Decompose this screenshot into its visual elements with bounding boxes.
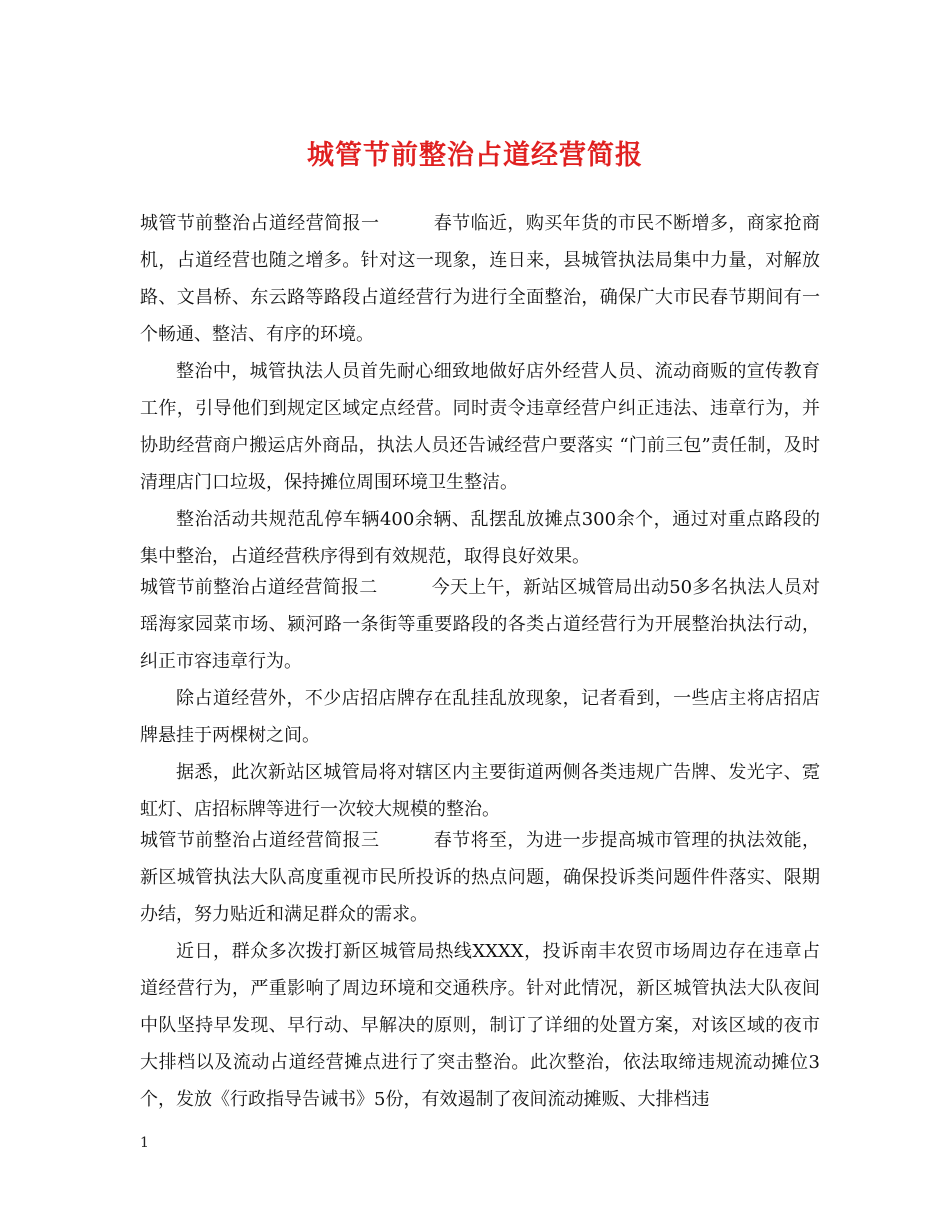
section-2-lead [140, 569, 820, 680]
section-1-lead [140, 205, 820, 353]
section-1-paragraph: 整治活动共规范乱停车辆400余辆、乱摆乱放摊点300余个，通过对重点路段的集中整治，占道经营秩序得到有效规范，取得良好效果。 [140, 509, 820, 567]
section-3-heading: 城管节前整治占道经营简报三 [140, 830, 380, 851]
document-body [140, 205, 820, 1118]
section-1-paragraph: 整治中，城管执法人员首先耐心细致地做好店外经营人员、流动商贩的宣传教育工作，引导他们到规定区域定点经营。同时责令违章经营户纠正违法、违章行为，并协助经营商户搬运店外商品，执法人员还告诫经营户要落实 “门前三包”责任制，及时清理店门口垃圾，保持摊位周围环境卫生整洁。 [140, 361, 820, 493]
document-title: 城管节前整治占道经营简报 [307, 140, 643, 171]
section-3-lead-text: 春节将至，为进一步提高城市管理的执法效能，新区城管执法大队高度重视市民所投诉的热点问题，确保投诉类问题件件落实、限期办结，努力贴近和满足群众的需求。 [140, 830, 821, 925]
section-3-paragraph: 近日，群众多次拨打新区城管局热线XXXX，投诉南丰农贸市场周边存在违章占道经营行为，严重影响了周边环境和交通秩序。针对此情况，新区城管执法大队夜间中队坚持早发现、早行动、早解决的原则，制订了详细的处置方案，对该区域的夜市大排档以及流动占道经营摊点进行了突击整治。此次整治，依法取缔违规流动摊位3个，发放《行政指导告诫书》5份，有效遏制了夜间流动摊贩、大排档违 [140, 941, 820, 1110]
section-1-lead-text: 春节临近，购买年货的市民不断增多，商家抢商机，占道经营也随之增多。针对这一现象，连日来，县城管执法局集中力量，对解放路、文昌桥、东云路等路段占道经营行为进行全面整治，确保广大市民春节期间有一个畅通、整洁、有序的环境。 [140, 213, 821, 345]
page-number: 1 [140, 1135, 149, 1151]
section-2-heading: 城管节前整治占道经营简报二 [140, 577, 378, 598]
section-2-paragraph: 除占道经营外，不少店招店牌存在乱挂乱放现象，记者看到，一些店主将店招店牌悬挂于两棵树之间。 [140, 688, 820, 746]
section-2-paragraph: 据悉，此次新站区城管局将对辖区内主要街道两侧各类违规广告牌、发光字、霓虹灯、店招标牌等进行一次较大规模的整治。 [140, 762, 820, 820]
section-2-lead-text: 今天上午，新站区城管局出动50多名执法人员对瑶海家园菜市场、颍河路一条街等重要路段的各类占道经营行为开展整治执法行动，纠正市容违章行为。 [140, 577, 821, 672]
section-1-heading: 城管节前整治占道经营简报一 [140, 213, 380, 234]
section-3-lead [140, 822, 820, 933]
